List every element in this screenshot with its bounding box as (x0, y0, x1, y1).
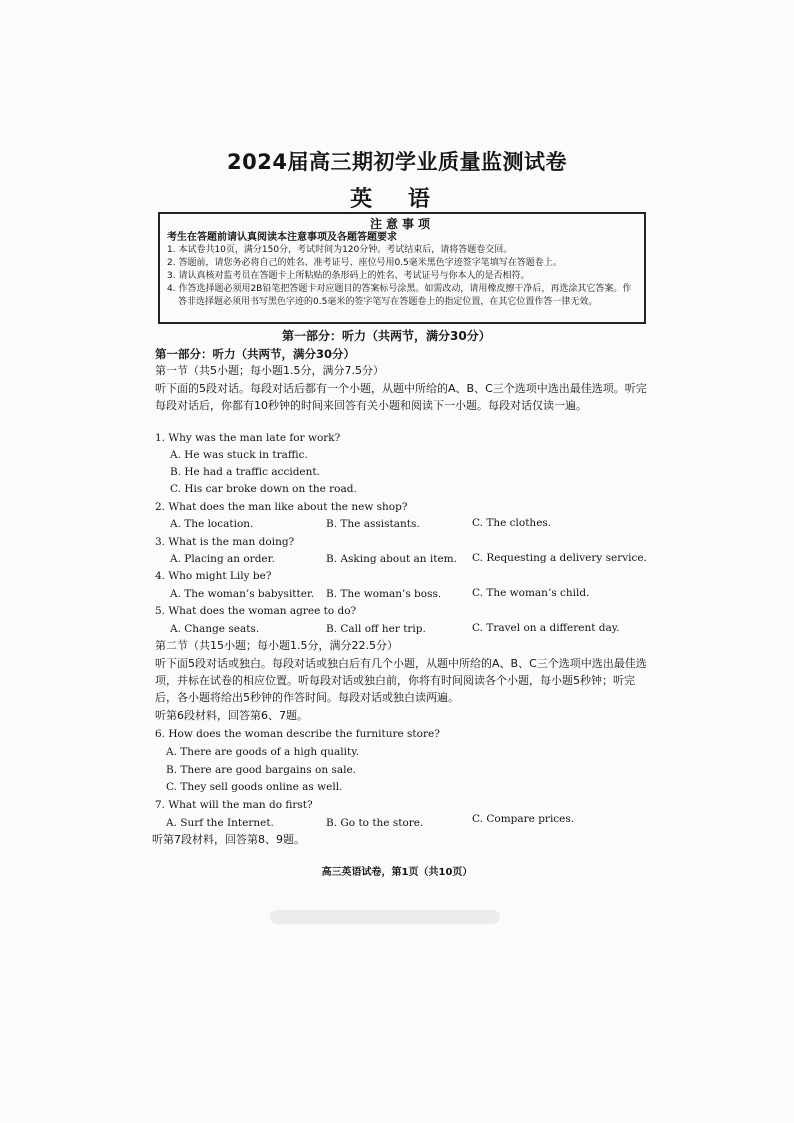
material-7-note: 听第7段材料，回答第8、9题。 (152, 833, 305, 846)
section1-instructions: 听下面的5段对话。每段对话后都有一个小题，从题中所给的A、B、C三个选项中选出最佳选项。听完每段对话后，你都有10秒钟的时间来回答有关小题和阅读下一小题。每段对话仅读一遍。 (155, 382, 647, 412)
option-c: C. Travel on a different day. (472, 622, 620, 634)
notice-lead: 考生在答题前请认真阅读本注意事项及各题答题要求 (167, 232, 397, 243)
question-stem: 4. Who might Lily be? (155, 570, 272, 582)
question-stem: 7. What will the man do first? (155, 799, 313, 811)
option-b: B. The assistants. (326, 518, 420, 530)
question-stem: 5. What does the woman agree to do? (155, 605, 357, 617)
notice-item: 3. 请认真核对监考员在答题卡上所粘贴的条形码上的姓名、考试证号与你本人的是否相符。 (167, 271, 530, 281)
option-a: A. Surf the Internet. (166, 817, 274, 829)
option-a: A. There are goods of a high quality. (166, 746, 360, 758)
option-b: B. There are good bargains on sale. (166, 764, 357, 776)
exam-title: 2024届高三期初学业质量监测试卷 (227, 150, 567, 174)
notice-title: 注意事项 (369, 217, 434, 231)
option-b: B. Asking about an item. (326, 553, 457, 565)
option-c: C. His car broke down on the road. (170, 483, 357, 495)
notice-item: 1. 本试卷共10页，满分150分，考试时间为120分钟。考试结束后，请将答题卷交回。 (167, 245, 513, 255)
option-a: A. Placing an order. (170, 553, 275, 565)
option-a: A. The woman’s babysitter. (170, 588, 315, 600)
part1-heading: 第一部分：听力（共两节，满分30分） (155, 347, 356, 361)
question-stem: 1. Why was the man late for work? (155, 432, 341, 444)
material-6-note: 听第6段材料，回答第6、7题。 (155, 709, 308, 722)
option-c: C. They sell goods online as well. (166, 781, 343, 793)
notice-item: 2. 答题前，请您务必将自己的姓名、准考证号、座位号用0.5毫米黑色字迹签字笔填写在答题卷上。 (167, 258, 562, 268)
page-footer: 高三英语试卷，第1页（共10页） (321, 867, 473, 878)
option-b: B. Call off her trip. (326, 623, 426, 635)
part1-heading-center: 第一部分：听力（共两节，满分30分） (282, 329, 491, 343)
question-stem: 3. What is the man doing? (155, 536, 295, 548)
option-a: A. He was stuck in traffic. (170, 449, 308, 461)
option-a: A. The location. (170, 518, 254, 530)
option-a: A. Change seats. (170, 623, 260, 635)
option-c: C. The woman’s child. (472, 587, 590, 599)
question-stem: 6. How does the woman describe the furniture store? (155, 728, 440, 740)
section2-instructions: 听下面5段对话或独白。每段对话或独白后有几个小题，从题中所给的A、B、C三个选项中选出最佳选项，并标在试卷的相应位置。听每段对话或独白前，你将有时间阅读各个小题，每小题5秒钟；听完后，各小题将给出5秒钟的作答时间。每段对话或独白读两遍。 (155, 657, 647, 704)
subject-title: 英 语 (350, 187, 444, 212)
question-stem: 2. What does the man like about the new shop? (155, 501, 408, 513)
scan-smudge (270, 910, 500, 924)
option-c: C. Requesting a delivery service. (472, 552, 647, 564)
option-c: C. The clothes. (472, 517, 552, 529)
option-b: B. The woman’s boss. (326, 588, 442, 600)
section2-title: 第二节（共15小题；每小题1.5分，满分22.5分） (155, 639, 398, 652)
section1-title: 第一节（共5小题；每小题1.5分，满分7.5分） (155, 364, 384, 377)
notice-item: 4. 作答选择题必须用2B铅笔把答题卡对应题目的答案标号涂黑。如需改动，请用橡皮擦干净后，再选涂其它答案。作答非选择题必须用书写黑色字迹的0.5毫米的签字笔写在答题卷上的指定位置，在其它位置作答一律无效。 (167, 284, 632, 307)
option-b: B. He had a traffic accident. (170, 466, 320, 478)
notice-box (158, 212, 646, 324)
option-c: C. Compare prices. (472, 813, 575, 825)
option-b: B. Go to the store. (326, 817, 424, 829)
